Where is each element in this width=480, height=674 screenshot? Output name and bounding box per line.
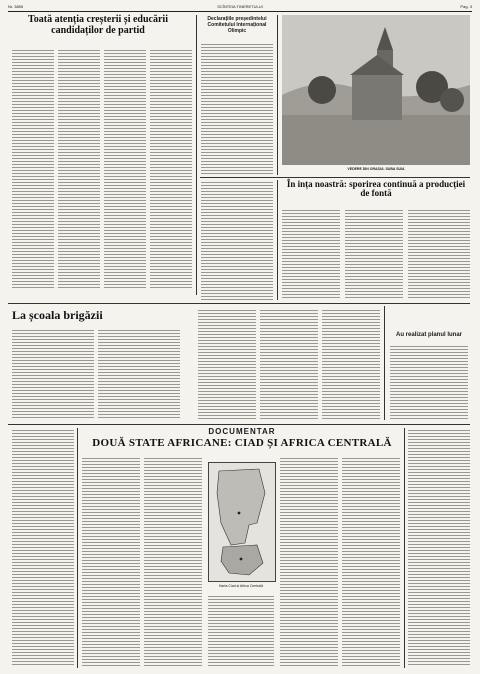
article-column <box>12 430 74 666</box>
article-column <box>208 596 274 666</box>
section-rule <box>200 177 470 178</box>
column-divider <box>404 428 405 668</box>
article-column <box>12 50 54 290</box>
page-number: Pag. 3 <box>460 4 472 9</box>
issue-number: Nr. 3855 <box>8 4 24 9</box>
article-column <box>150 50 192 290</box>
article-column <box>58 50 100 290</box>
article-column <box>201 182 273 300</box>
headline-production: În ința noastră: sporirea continuă a producției de fontă <box>286 179 466 199</box>
article-column <box>198 310 256 420</box>
column-divider <box>77 428 78 668</box>
headline-documentar: DOUĂ STATE AFRICANE: CIAD ȘI AFRICA CENTRALĂ <box>92 437 392 449</box>
article-column <box>282 210 340 300</box>
documentar-label: DOCUMENTAR <box>208 427 276 436</box>
article-column <box>104 50 146 290</box>
section-rule <box>8 424 470 425</box>
column-divider <box>384 306 385 420</box>
column-divider <box>277 180 278 300</box>
article-column <box>144 458 202 666</box>
article-column <box>82 458 140 666</box>
article-column <box>12 330 94 420</box>
article-column <box>322 310 380 420</box>
article-column <box>98 330 180 420</box>
article-column <box>260 310 318 420</box>
masthead <box>8 3 472 12</box>
headline-top-left: Toată atenția creșterii și educării candidaților de partid <box>28 14 168 36</box>
article-column <box>342 458 400 666</box>
article-column <box>280 458 338 666</box>
article-column <box>390 346 468 420</box>
article-column <box>408 210 470 300</box>
article-column <box>201 44 273 174</box>
map-illustration <box>209 463 275 581</box>
headline-top-middle: Declarațiile președintelui Comitetului Internațional Olimpic <box>207 16 267 34</box>
town-photo <box>282 15 470 165</box>
africa-map <box>208 462 276 582</box>
section-rule <box>8 303 470 304</box>
column-divider <box>196 15 197 295</box>
headline-brigades: La școala brigăzii <box>12 308 103 322</box>
article-column <box>408 430 470 666</box>
photo-caption: VEDERE DIN ORAȘUL SUBA SUIA <box>347 167 405 171</box>
article-column <box>345 210 403 300</box>
headline-plan-note: Au realizat planul lunar <box>395 332 462 338</box>
paper-name: SCÎNTEIA TINERETULUI <box>217 4 263 9</box>
map-caption: Harta Ciad și Africa Centrală <box>218 584 264 588</box>
church-photo-illustration <box>282 15 470 165</box>
column-divider <box>277 15 278 175</box>
